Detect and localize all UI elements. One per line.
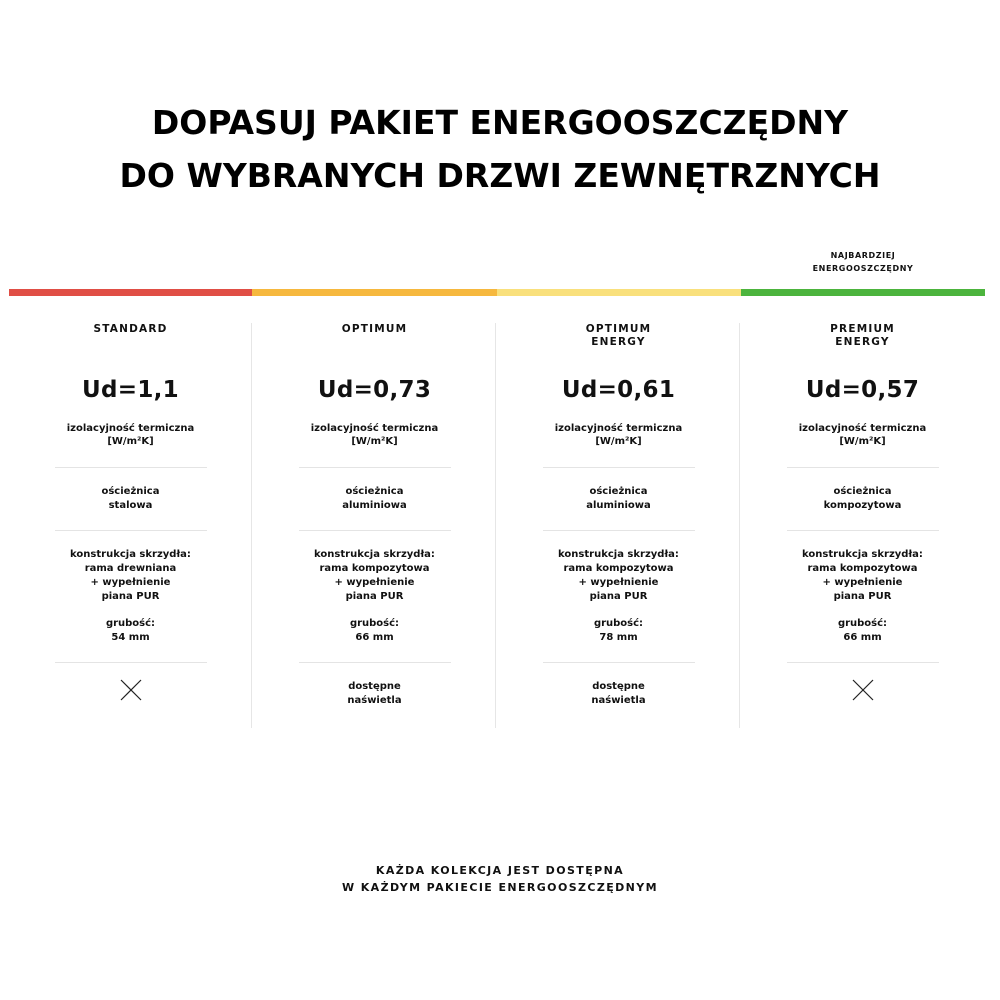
wing-construction: konstrukcja skrzydła: rama drewniana + wypełnienie piana PUR bbox=[70, 549, 191, 602]
package-column-optimum-energy bbox=[497, 323, 740, 728]
row-divider bbox=[55, 662, 207, 663]
ud-value: Ud=1,1 bbox=[82, 377, 179, 403]
most-efficient-badge bbox=[778, 249, 948, 275]
package-name: OPTIMUM bbox=[341, 323, 408, 335]
page-title-line-2: DO WYBRANYCH DRZWI ZEWNĘTRZNYCH bbox=[119, 156, 881, 195]
color-bar-standard bbox=[9, 289, 252, 296]
cross-icon bbox=[851, 678, 875, 702]
wing-construction: konstrukcja skrzydła: rama kompozytowa + wypełnienie piana PUR bbox=[314, 549, 435, 602]
column-divider bbox=[739, 323, 740, 728]
color-bar-optimum bbox=[252, 289, 497, 296]
frame-type: ościeżnica kompozytowa bbox=[823, 486, 902, 511]
row-divider bbox=[543, 662, 695, 663]
column-divider bbox=[251, 323, 252, 728]
skylights-available: dostępne naświetla bbox=[591, 681, 646, 706]
footer-line-1: KAŻDA KOLEKCJA JEST DOSTĘPNA bbox=[375, 864, 625, 877]
badge-line-1: NAJBARDZIEJ bbox=[830, 251, 896, 260]
row-divider bbox=[55, 467, 207, 468]
package-name: PREMIUM ENERGY bbox=[830, 323, 895, 348]
package-name: STANDARD bbox=[93, 323, 168, 335]
ud-value: Ud=0,73 bbox=[317, 377, 432, 403]
thickness: grubość: 66 mm bbox=[837, 618, 888, 643]
wing-construction: konstrukcja skrzydła: rama kompozytowa + wypełnienie piana PUR bbox=[558, 549, 679, 602]
ud-value: Ud=0,57 bbox=[805, 377, 920, 403]
skylights-available: dostępne naświetla bbox=[347, 681, 402, 706]
page-title-line-1: DOPASUJ PAKIET ENERGOOSZCZĘDNY bbox=[151, 103, 849, 142]
package-column-premium-energy bbox=[741, 323, 984, 728]
frame-type: ościeżnica stalowa bbox=[101, 486, 160, 511]
frame-type: ościeżnica aluminiowa bbox=[342, 486, 407, 511]
package-column-standard bbox=[9, 323, 252, 728]
row-divider bbox=[55, 530, 207, 531]
thickness: grubość: 54 mm bbox=[105, 618, 156, 643]
insulation-label: izolacyjność termiczna [W/m²K] bbox=[310, 423, 439, 447]
cross-icon bbox=[119, 678, 143, 702]
row-divider bbox=[787, 662, 939, 663]
package-name: OPTIMUM ENERGY bbox=[585, 323, 652, 348]
row-divider bbox=[543, 530, 695, 531]
wing-construction: konstrukcja skrzydła: rama kompozytowa + wypełnienie piana PUR bbox=[802, 549, 923, 602]
column-divider bbox=[495, 323, 496, 728]
ud-value: Ud=0,61 bbox=[561, 377, 676, 403]
insulation-label: izolacyjność termiczna [W/m²K] bbox=[66, 423, 195, 447]
row-divider bbox=[787, 467, 939, 468]
row-divider bbox=[787, 530, 939, 531]
color-bar-premium-energy bbox=[741, 289, 985, 296]
row-divider bbox=[299, 467, 451, 468]
insulation-label: izolacyjność termiczna [W/m²K] bbox=[798, 423, 927, 447]
color-bar-optimum-energy bbox=[497, 289, 741, 296]
footer-note bbox=[0, 862, 1000, 896]
row-divider bbox=[299, 662, 451, 663]
insulation-label: izolacyjność termiczna [W/m²K] bbox=[554, 423, 683, 447]
row-divider bbox=[543, 467, 695, 468]
page-title bbox=[0, 96, 1000, 202]
row-divider bbox=[299, 530, 451, 531]
thickness: grubość: 78 mm bbox=[593, 618, 644, 643]
footer-line-2: W KAŻDYM PAKIECIE ENERGOOSZCZĘDNYM bbox=[342, 881, 658, 894]
badge-line-2: ENERGOOSZCZĘDNY bbox=[812, 264, 914, 273]
frame-type: ościeżnica aluminiowa bbox=[586, 486, 651, 511]
package-column-optimum bbox=[253, 323, 496, 728]
thickness: grubość: 66 mm bbox=[349, 618, 400, 643]
